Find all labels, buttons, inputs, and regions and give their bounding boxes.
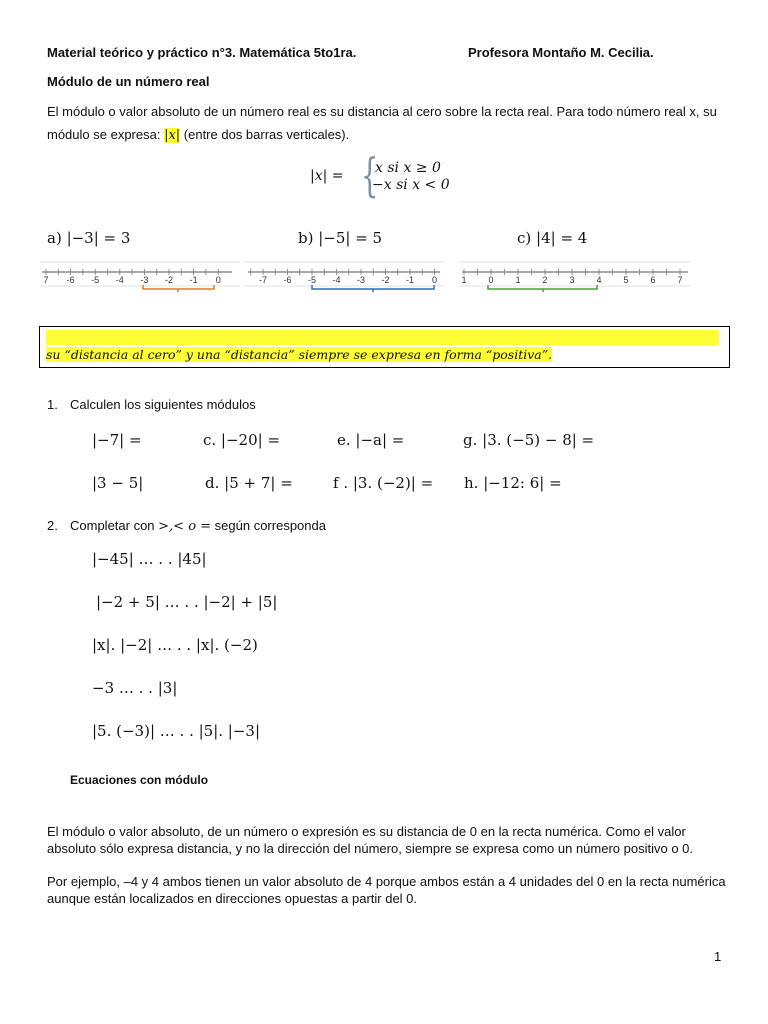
intro-line2-before: módulo se expresa: bbox=[47, 127, 165, 142]
number-line-tick-label: -4 bbox=[332, 275, 341, 285]
equations-p2-line2: aunque están localizados en direcciones opuestas a partir del 0. bbox=[47, 891, 418, 906]
number-line-tick-label: 0 bbox=[215, 275, 221, 285]
example-b-label: b) |−5| = 5 bbox=[298, 229, 383, 247]
q2-title-math: >,< o = bbox=[158, 519, 212, 534]
note-box-text: su “distancia al cero” y una “distancia” siempre se expresa en forma “positiva”. bbox=[46, 347, 553, 362]
q1-item: e. |−a| = bbox=[337, 431, 405, 449]
q1-item: g. |3. (−5) − 8| = bbox=[463, 431, 595, 449]
number-line-tick-label: -5 bbox=[307, 275, 317, 285]
number-line-a bbox=[40, 258, 240, 298]
number-line-tick-label: 7 bbox=[677, 275, 683, 285]
number-line-tick-label: -1 bbox=[189, 275, 198, 285]
definition-case1: x si x ≥ 0 bbox=[375, 160, 441, 176]
q1-item: |3 − 5| bbox=[92, 474, 144, 492]
section-title: Módulo de un número real bbox=[47, 74, 210, 89]
header-left: Material teórico y práctico n°3. Matemática 5to1ra. bbox=[47, 45, 357, 60]
equations-p2-line1: Por ejemplo, –4 y 4 ambos tienen un valor absoluto de 4 porque ambos están a 4 unidades del 0 en la recta numérica bbox=[47, 874, 726, 889]
equations-p1-line2: absoluto sólo expresa distancia, y no la dirección del número, siempre se expresa como un número positivo o 0. bbox=[47, 841, 694, 856]
example-a-label: a) |−3| = 3 bbox=[47, 229, 131, 247]
intro-line2 bbox=[47, 126, 349, 144]
number-line-tick-label: -5 bbox=[91, 275, 100, 285]
q1-item: f . |3. (−2)| = bbox=[333, 474, 434, 492]
definition-case2: −x si x < 0 bbox=[372, 177, 450, 193]
definition-lhs: |x| = bbox=[310, 168, 344, 184]
number-line-tick-label: 1 bbox=[461, 275, 467, 285]
number-line-tick-label: -2 bbox=[164, 275, 174, 285]
page-number: 1 bbox=[714, 949, 722, 964]
number-line-tick-label: 0 bbox=[431, 275, 438, 285]
number-line-tick-label: 5 bbox=[623, 275, 629, 285]
number-line-tick-label: -6 bbox=[283, 275, 292, 285]
note-box bbox=[39, 326, 730, 368]
q2-title-after: según corresponda bbox=[211, 518, 326, 533]
number-line-tick-label: -3 bbox=[356, 275, 366, 285]
number-line-tick-label: -1 bbox=[405, 275, 415, 285]
number-line-tick-label: 4 bbox=[596, 275, 602, 285]
intro-line2-after: (entre dos barras verticales). bbox=[180, 127, 350, 142]
q1-item: |−7| = bbox=[92, 431, 142, 449]
number-line-tick-label: 7 bbox=[43, 275, 49, 285]
number-line-tick-label: -4 bbox=[115, 275, 124, 285]
number-line-tick-label: 0 bbox=[488, 275, 494, 285]
header-right: Profesora Montaño M. Cecilia. bbox=[468, 45, 654, 60]
number-line-tick-label: 1 bbox=[515, 275, 521, 285]
q1-item: d. |5 + 7| = bbox=[205, 474, 293, 492]
q1-number: 1. bbox=[47, 397, 58, 412]
q2-title-before: Completar con bbox=[70, 518, 159, 533]
number-line-tick-label: 6 bbox=[650, 275, 656, 285]
q2-number: 2. bbox=[47, 518, 58, 533]
number-line-tick-label: -3 bbox=[140, 275, 149, 285]
q1-title: Calculen los siguientes módulos bbox=[70, 397, 256, 412]
q2-item: |−45| … . . |45| bbox=[92, 550, 207, 568]
q2-title bbox=[70, 517, 326, 535]
q1-item: c. |−20| = bbox=[203, 431, 281, 449]
number-line-tick-label: -2 bbox=[381, 275, 390, 285]
intro-line1: El módulo o valor absoluto de un número real es su distancia al cero sobre la recta real. Para todo número real x, su bbox=[47, 104, 717, 119]
note-box-highlight-bar bbox=[46, 330, 719, 345]
number-line-b bbox=[244, 258, 444, 298]
example-c-label: c) |4| = 4 bbox=[517, 229, 588, 247]
q2-item: −3 … . . |3| bbox=[92, 679, 178, 697]
q1-item: h. |−12: 6| = bbox=[464, 474, 562, 492]
q2-item: |−2 + 5| … . . |−2| + |5| bbox=[96, 593, 278, 611]
equations-title: Ecuaciones con módulo bbox=[70, 773, 209, 787]
q2-item: |x|. |−2| … . . |x|. (−2) bbox=[92, 636, 258, 654]
intro-abs-x: |x| bbox=[164, 128, 181, 143]
number-line-tick-label: 3 bbox=[569, 275, 575, 285]
equations-p1-line1: El módulo o valor absoluto, de un número o expresión es su distancia de 0 en la recta numérica. Como el valor bbox=[47, 824, 686, 839]
definition-brace: { bbox=[360, 148, 379, 202]
number-line-tick-label: 2 bbox=[542, 275, 548, 285]
number-line-tick-label: -6 bbox=[66, 275, 75, 285]
number-line-tick-label: -7 bbox=[258, 275, 268, 285]
q2-item: |5. (−3)| … . . |5|. |−3| bbox=[92, 722, 261, 740]
number-line-c bbox=[458, 258, 690, 298]
